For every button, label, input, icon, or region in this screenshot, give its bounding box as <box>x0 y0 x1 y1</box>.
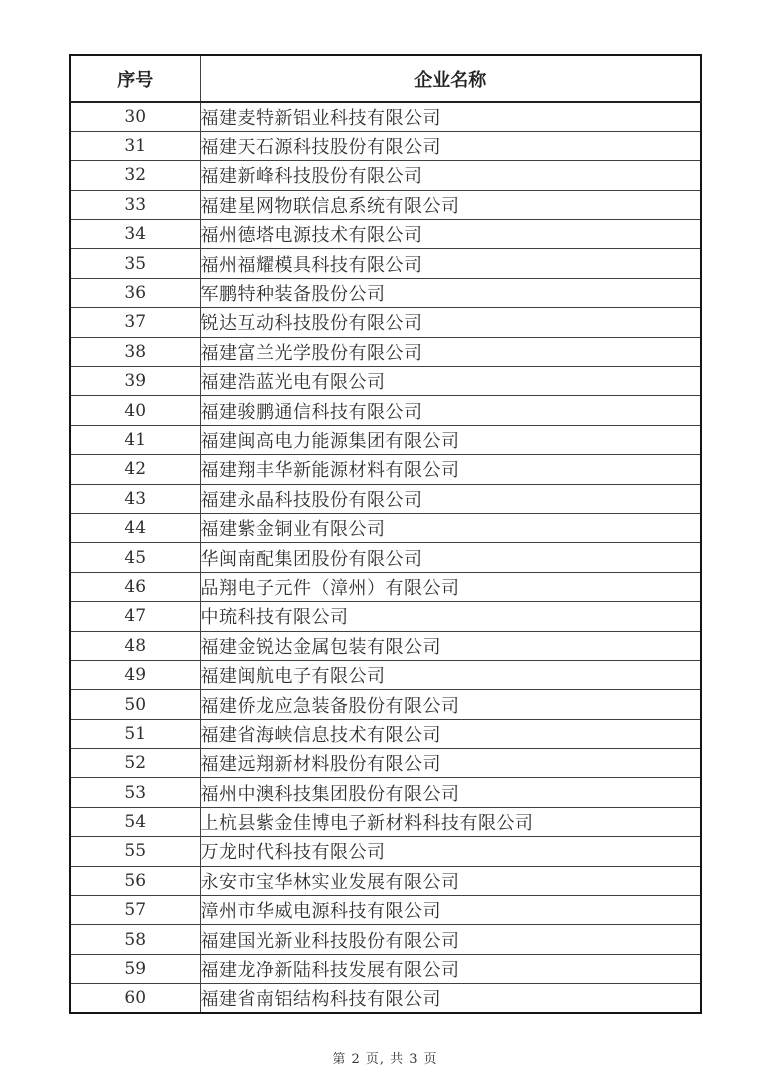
row-index-cell: 31 <box>70 131 200 160</box>
company-name-cell: 福建紫金铜业有限公司 <box>200 513 701 542</box>
row-index-cell: 60 <box>70 984 200 1013</box>
row-index-cell: 55 <box>70 837 200 866</box>
row-index-cell: 30 <box>70 102 200 131</box>
table-row <box>70 984 701 1013</box>
company-name-cell: 福建金锐达金属包装有限公司 <box>200 631 701 660</box>
table-row <box>70 719 701 748</box>
company-name-cell: 福建天石源科技股份有限公司 <box>200 131 701 160</box>
company-name-cell: 万龙时代科技有限公司 <box>200 837 701 866</box>
table-row <box>70 572 701 601</box>
table-row <box>70 484 701 513</box>
company-name-cell: 福建省海峡信息技术有限公司 <box>200 719 701 748</box>
table-row <box>70 337 701 366</box>
company-name-cell: 福建星网物联信息系统有限公司 <box>200 190 701 219</box>
header-row <box>70 55 701 102</box>
company-name-cell: 福建龙净新陆科技发展有限公司 <box>200 954 701 983</box>
table-row <box>70 896 701 925</box>
table-row <box>70 278 701 307</box>
table-body <box>70 102 701 1013</box>
row-index-cell: 59 <box>70 954 200 983</box>
company-name-cell: 福州中澳科技集团股份有限公司 <box>200 778 701 807</box>
table-row <box>70 660 701 689</box>
table-row <box>70 513 701 542</box>
table-row <box>70 161 701 190</box>
row-index-cell: 32 <box>70 161 200 190</box>
table-row <box>70 131 701 160</box>
company-name-cell: 华闽南配集团股份有限公司 <box>200 543 701 572</box>
company-name-cell: 福建新峰科技股份有限公司 <box>200 161 701 190</box>
company-name-cell: 永安市宝华林实业发展有限公司 <box>200 866 701 895</box>
table-header <box>70 55 701 102</box>
row-index-cell: 46 <box>70 572 200 601</box>
row-index-cell: 47 <box>70 602 200 631</box>
table-row <box>70 925 701 954</box>
row-index-cell: 43 <box>70 484 200 513</box>
row-index-cell: 41 <box>70 425 200 454</box>
row-index-cell: 50 <box>70 690 200 719</box>
table-row <box>70 249 701 278</box>
row-index-cell: 40 <box>70 396 200 425</box>
table-row <box>70 602 701 631</box>
row-index-cell: 57 <box>70 896 200 925</box>
table-row <box>70 837 701 866</box>
company-name-cell: 品翔电子元件（漳州）有限公司 <box>200 572 701 601</box>
table-row <box>70 455 701 484</box>
table-row <box>70 866 701 895</box>
company-name-cell: 漳州市华威电源科技有限公司 <box>200 896 701 925</box>
table-row <box>70 308 701 337</box>
company-name-cell: 上杭县紫金佳博电子新材料科技有限公司 <box>200 807 701 836</box>
company-name-cell: 福建国光新业科技股份有限公司 <box>200 925 701 954</box>
table-row <box>70 396 701 425</box>
row-index-cell: 34 <box>70 220 200 249</box>
page-number-footer: 第 2 页, 共 3 页 <box>332 1052 438 1067</box>
row-index-cell: 53 <box>70 778 200 807</box>
table-row <box>70 190 701 219</box>
company-name-cell: 福建远翔新材料股份有限公司 <box>200 749 701 778</box>
row-index-cell: 39 <box>70 367 200 396</box>
row-index-cell: 33 <box>70 190 200 219</box>
company-name-cell: 福建闽航电子有限公司 <box>200 660 701 689</box>
company-name-cell: 福州德塔电源技术有限公司 <box>200 220 701 249</box>
company-name-cell: 福建麦特新铝业科技有限公司 <box>200 102 701 131</box>
table-row <box>70 807 701 836</box>
company-name-cell: 福建永晶科技股份有限公司 <box>200 484 701 513</box>
row-index-cell: 42 <box>70 455 200 484</box>
company-name-cell: 福建富兰光学股份有限公司 <box>200 337 701 366</box>
row-index-cell: 45 <box>70 543 200 572</box>
header-cell-company-name: 企业名称 <box>200 55 701 102</box>
row-index-cell: 38 <box>70 337 200 366</box>
table-row <box>70 631 701 660</box>
company-name-cell: 福州福耀模具科技有限公司 <box>200 249 701 278</box>
table-row <box>70 220 701 249</box>
company-list-table <box>69 54 702 1014</box>
row-index-cell: 56 <box>70 866 200 895</box>
table-row <box>70 102 701 131</box>
table-row <box>70 425 701 454</box>
table-row <box>70 778 701 807</box>
company-name-cell: 锐达互动科技股份有限公司 <box>200 308 701 337</box>
header-cell-index: 序号 <box>70 55 200 102</box>
row-index-cell: 54 <box>70 807 200 836</box>
company-name-cell: 军鹏特种装备股份公司 <box>200 278 701 307</box>
company-name-cell: 福建侨龙应急装备股份有限公司 <box>200 690 701 719</box>
row-index-cell: 48 <box>70 631 200 660</box>
company-name-cell: 福建闽高电力能源集团有限公司 <box>200 425 701 454</box>
company-name-cell: 福建骏鹏通信科技有限公司 <box>200 396 701 425</box>
row-index-cell: 36 <box>70 278 200 307</box>
row-index-cell: 58 <box>70 925 200 954</box>
row-index-cell: 49 <box>70 660 200 689</box>
table-row <box>70 543 701 572</box>
company-name-cell: 福建翔丰华新能源材料有限公司 <box>200 455 701 484</box>
row-index-cell: 37 <box>70 308 200 337</box>
company-name-cell: 福建省南铝结构科技有限公司 <box>200 984 701 1013</box>
table-row <box>70 367 701 396</box>
company-name-cell: 中琉科技有限公司 <box>200 602 701 631</box>
company-name-cell: 福建浩蓝光电有限公司 <box>200 367 701 396</box>
row-index-cell: 52 <box>70 749 200 778</box>
row-index-cell: 51 <box>70 719 200 748</box>
row-index-cell: 35 <box>70 249 200 278</box>
table-row <box>70 954 701 983</box>
table-row <box>70 749 701 778</box>
row-index-cell: 44 <box>70 513 200 542</box>
table-row <box>70 690 701 719</box>
